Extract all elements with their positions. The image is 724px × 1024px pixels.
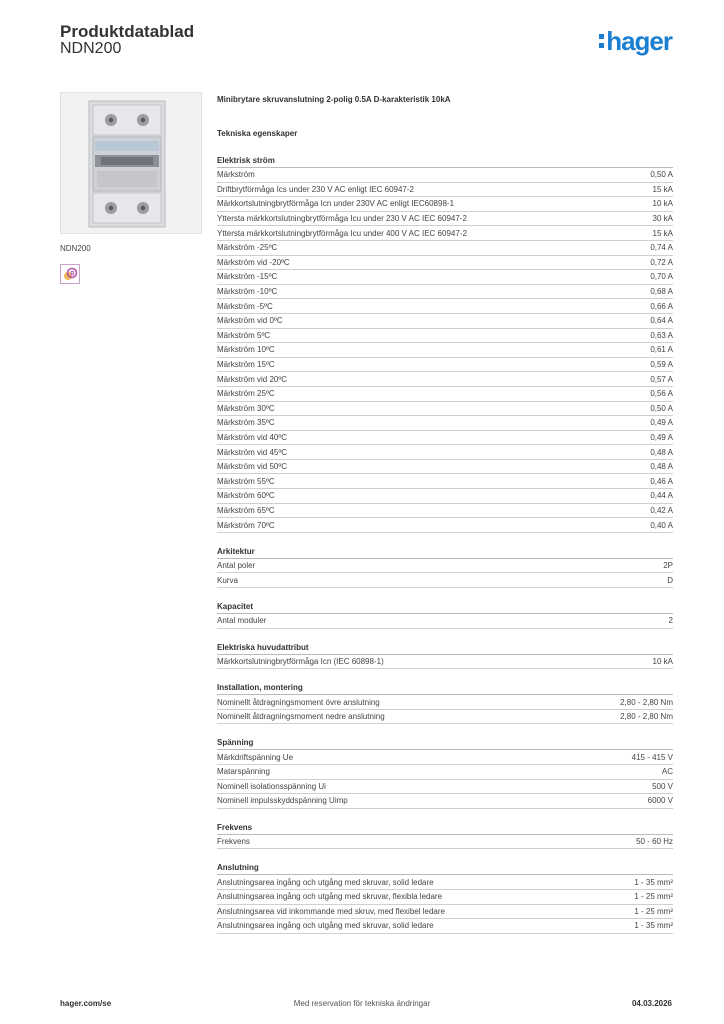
spec-value: 0,64 A: [650, 316, 673, 326]
spec-value: 2P: [663, 561, 673, 571]
spec-row: [217, 655, 673, 670]
spec-label: Märkström 10ºC: [217, 345, 275, 355]
spec-row: [217, 314, 673, 329]
spec-row: [217, 518, 673, 533]
spec-value: 15 kA: [652, 184, 673, 194]
spec-value: 15 kA: [652, 228, 673, 238]
spec-label: Märkström: [217, 170, 255, 180]
spec-value: 2,80 - 2,80 Nm: [620, 712, 673, 722]
spec-label: Märkström 15ºC: [217, 360, 275, 370]
spec-label: Frekvens: [217, 837, 250, 847]
spec-row: [217, 343, 673, 358]
spec-row: [217, 835, 673, 850]
spec-row: [217, 387, 673, 402]
spec-row: [217, 765, 673, 780]
hager-logo: [599, 26, 672, 57]
spec-value: 0,48 A: [650, 447, 673, 457]
spec-row: [217, 402, 673, 417]
spec-value: 10 kA: [652, 656, 673, 666]
spec-label: Nominellt åtdragningsmoment nedre anslutning: [217, 712, 385, 722]
section-title: Frekvens: [217, 823, 673, 835]
spec-label: Matarspänning: [217, 767, 270, 777]
spec-value: 1 - 35 mm²: [634, 921, 673, 931]
logo-text: hager: [606, 26, 672, 56]
spec-label: Märkdriftspänning Ue: [217, 752, 294, 762]
spec-row: [217, 750, 673, 765]
spec-row: [217, 358, 673, 373]
spec-row: [217, 226, 673, 241]
spec-row: [217, 919, 673, 934]
spec-label: Nominellt åtdragningsmoment övre anslutning: [217, 697, 380, 707]
spec-label: Märkström vid 20ºC: [217, 374, 288, 384]
spec-row: [217, 212, 673, 227]
spec-section: [217, 863, 673, 933]
spec-value: 1 - 25 mm²: [634, 892, 673, 902]
spec-label: Märkström 60ºC: [217, 491, 275, 501]
spec-row: [217, 197, 673, 212]
spec-section: [217, 683, 673, 724]
spec-row: [217, 695, 673, 710]
spec-value: 0,61 A: [650, 345, 673, 355]
spec-row: [217, 489, 673, 504]
spec-label: Märkkortslutningbrytförmåga Icn under 230V AC enligt IEC60898-1: [217, 199, 455, 209]
spec-value: 0,72 A: [650, 257, 673, 267]
image-caption: NDN200: [60, 244, 91, 253]
spec-row: [217, 168, 673, 183]
spec-label: Antal poler: [217, 561, 256, 571]
spec-label: Märkström 5ºC: [217, 330, 271, 340]
spec-value: 0,50 A: [650, 403, 673, 413]
spec-value: 0,59 A: [650, 360, 673, 370]
spec-row: [217, 573, 673, 588]
spec-label: Märkström -15ºC: [217, 272, 278, 282]
footer-website: hager.com/se: [60, 999, 112, 1008]
spec-row: [217, 474, 673, 489]
spec-sections: [217, 156, 673, 934]
spec-value: 2: [668, 616, 673, 626]
spec-value: D: [667, 575, 673, 585]
spec-row: [217, 416, 673, 431]
spec-value: 0,74 A: [650, 243, 673, 253]
technical-heading: Tekniska egenskaper: [217, 129, 298, 138]
spec-label: Yttersta märkkortslutningbrytförmåga Icu under 400 V AC IEC 60947-2: [217, 228, 467, 238]
spec-row: [217, 710, 673, 725]
spec-section: [217, 547, 673, 588]
spec-label: Anslutningsarea ingång och utgång med skruvar, solid ledare: [217, 877, 434, 887]
section-title: Spänning: [217, 738, 673, 750]
spec-row: [217, 329, 673, 344]
spec-row: [217, 299, 673, 314]
footer-date: 04.03.2026: [631, 999, 672, 1008]
spec-label: Märkström -10ºC: [217, 287, 278, 297]
spec-value: 2,80 - 2,80 Nm: [620, 697, 673, 707]
product-code: NDN200: [60, 40, 122, 57]
spec-value: 0,46 A: [650, 476, 673, 486]
spec-row: [217, 460, 673, 475]
spec-section: [217, 643, 673, 670]
spec-value: 1 - 35 mm²: [634, 877, 673, 887]
logo-dots-icon: [599, 30, 604, 50]
spec-value: 500 V: [652, 781, 673, 791]
spec-value: 10 kA: [652, 199, 673, 209]
spec-label: Märkström 30ºC: [217, 403, 275, 413]
spec-label: Märkström vid -20ºC: [217, 257, 290, 267]
svg-text:B: B: [70, 271, 75, 278]
spec-row: [217, 241, 673, 256]
document-title: Produktdatablad: [60, 22, 195, 41]
spec-label: Märkström 55ºC: [217, 476, 275, 486]
spec-section: [217, 823, 673, 850]
spec-value: 0,63 A: [650, 330, 673, 340]
spec-row: [217, 780, 673, 795]
section-title: Elektrisk ström: [217, 156, 673, 168]
spec-value: 0,40 A: [650, 520, 673, 530]
spec-value: 0,42 A: [650, 505, 673, 515]
spec-row: [217, 285, 673, 300]
spec-value: 0,66 A: [650, 301, 673, 311]
spec-label: Anslutningsarea ingång och utgång med skruvar, solid ledare: [217, 921, 434, 931]
spec-value: 0,49 A: [650, 418, 673, 428]
section-title: Kapacitet: [217, 602, 673, 614]
spec-row: [217, 270, 673, 285]
spec-label: Märkström 35ºC: [217, 418, 275, 428]
spec-value: 0,48 A: [650, 462, 673, 472]
spec-label: Kurva: [217, 575, 238, 585]
spec-row: [217, 890, 673, 905]
spec-value: 0,68 A: [650, 287, 673, 297]
spec-label: Antal moduler: [217, 616, 267, 626]
section-title: Installation, montering: [217, 683, 673, 695]
spec-row: [217, 372, 673, 387]
spec-value: 0,56 A: [650, 389, 673, 399]
spec-row: [217, 445, 673, 460]
spec-row: [217, 183, 673, 198]
spec-row: [217, 431, 673, 446]
spec-label: Märkström vid 45ºC: [217, 447, 288, 457]
eco-label-icon: [60, 264, 80, 284]
spec-label: Märkström vid 0ºC: [217, 316, 283, 326]
spec-row: [217, 794, 673, 809]
spec-row: [217, 875, 673, 890]
spec-row: [217, 256, 673, 271]
spec-label: Anslutningsarea vid inkommande med skruv, med flexibel ledare: [217, 906, 445, 916]
spec-row: [217, 614, 673, 629]
circuit-breaker-image: [61, 93, 201, 233]
spec-content: [217, 95, 673, 934]
spec-value: 0,70 A: [650, 272, 673, 282]
spec-row: [217, 559, 673, 574]
spec-section: [217, 156, 673, 533]
spec-label: Märkström 25ºC: [217, 389, 275, 399]
spec-row: [217, 504, 673, 519]
spec-label: Märkström 65ºC: [217, 505, 275, 515]
spec-value: 0,57 A: [650, 374, 673, 384]
spec-value: 6000 V: [647, 796, 673, 806]
spec-value: 0,50 A: [650, 170, 673, 180]
spec-section: [217, 738, 673, 808]
spec-value: 1 - 25 mm²: [634, 906, 673, 916]
product-image: [60, 92, 202, 234]
spec-value: 0,49 A: [650, 432, 673, 442]
product-description: Minibrytare skruvanslutning 2-polig 0.5A D-karakteristik 10kA: [217, 95, 451, 104]
spec-value: 50 - 60 Hz: [636, 837, 673, 847]
spec-label: Yttersta märkkortslutningbrytförmåga Icu under 230 V AC IEC 60947-2: [217, 214, 467, 224]
spec-label: Märkström vid 40ºC: [217, 432, 288, 442]
footer-disclaimer: Med reservation för tekniska ändringar: [293, 999, 431, 1008]
spec-label: Märkström 70ºC: [217, 520, 275, 530]
spec-label: Märkström -5ºC: [217, 301, 273, 311]
section-title: Elektriska huvudattribut: [217, 643, 673, 655]
section-title: Arkitektur: [217, 547, 673, 559]
spec-value: AC: [661, 767, 673, 777]
spec-value: 415 - 415 V: [631, 752, 673, 762]
spec-row: [217, 905, 673, 920]
spec-label: Märkkortslutningbrytförmåga Icn (IEC 60898-1): [217, 656, 384, 666]
spec-label: Driftbrytförmåga Ics under 230 V AC enligt IEC 60947-2: [217, 184, 414, 194]
spec-value: 0,44 A: [650, 491, 673, 501]
spec-label: Märkström -25ºC: [217, 243, 278, 253]
spec-label: Nominell impulsskyddspänning Uimp: [217, 796, 348, 806]
spec-label: Anslutningsarea ingång och utgång med skruvar, flexibla ledare: [217, 892, 443, 902]
spec-label: Nominell isolationsspänning Ui: [217, 781, 326, 791]
spec-section: [217, 602, 673, 629]
spec-value: 30 kA: [652, 214, 673, 224]
section-title: Anslutning: [217, 863, 673, 875]
spec-label: Märkström vid 50ºC: [217, 462, 288, 472]
